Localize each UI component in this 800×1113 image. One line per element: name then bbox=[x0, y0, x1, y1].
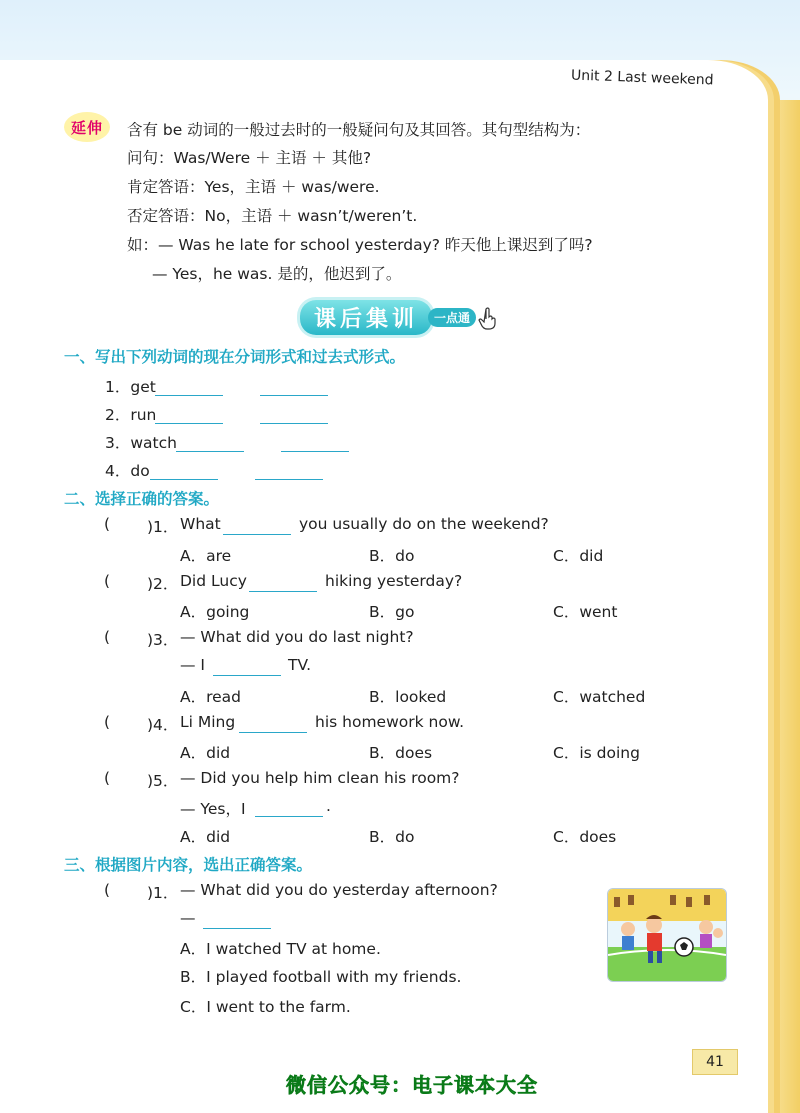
s2-q5-pre: — Yes，I bbox=[180, 800, 246, 818]
example-question: 如：— Was he late for school yesterday? 昨天他上课迟到了吗? bbox=[127, 236, 593, 254]
s2-q3-option-b: B．looked bbox=[369, 688, 447, 706]
footer-watermark: 微信公众号：电子课本大全 bbox=[286, 1073, 538, 1097]
s1-item-1-blank-a[interactable] bbox=[155, 381, 223, 396]
s3-q1-paren[interactable]: ( bbox=[104, 881, 111, 899]
s2-q5-option-a: A．did bbox=[180, 828, 231, 846]
s2-q5-option-b: B．do bbox=[369, 828, 415, 846]
s3-q1-blank[interactable] bbox=[203, 914, 271, 929]
s2-q5-option-c: C．does bbox=[553, 828, 617, 846]
section2-heading: 二、选择正确的答案。 bbox=[64, 490, 220, 508]
s2-q2-option-b: B．go bbox=[369, 603, 415, 621]
pointing-hand-icon bbox=[478, 306, 500, 330]
s2-q2-number: )2． bbox=[147, 575, 179, 593]
practice-banner bbox=[300, 300, 500, 335]
s2-q2-post: hiking yesterday? bbox=[325, 572, 463, 590]
s1-item-4-blank-a[interactable] bbox=[150, 465, 218, 480]
s2-q1-option-b: B．do bbox=[369, 547, 415, 565]
s2-q4-option-b: B．does bbox=[369, 744, 433, 762]
s2-q3-paren[interactable]: ( bbox=[104, 628, 111, 646]
s3-q1-option-a: A．I watched TV at home. bbox=[180, 940, 381, 958]
s1-item-3-label: 3．watch bbox=[105, 434, 177, 452]
s2-q1-option-c: C．did bbox=[553, 547, 604, 565]
s2-q2-paren[interactable]: ( bbox=[104, 572, 111, 590]
page-number: 41 bbox=[692, 1049, 738, 1075]
s2-q1-paren[interactable]: ( bbox=[104, 515, 111, 533]
s2-q3-line1: — What did you do last night? bbox=[180, 628, 414, 646]
s1-item-3-blank-b[interactable] bbox=[281, 437, 349, 452]
s2-q3-pre: — I bbox=[180, 656, 205, 674]
s2-q3-blank[interactable] bbox=[213, 661, 281, 676]
s1-item-2-blank-a[interactable] bbox=[155, 409, 223, 424]
extension-tag: 延伸 bbox=[64, 112, 110, 142]
s2-q4-paren[interactable]: ( bbox=[104, 713, 111, 731]
s1-item-4-blank-b[interactable] bbox=[255, 465, 323, 480]
extension-intro: 含有 be 动词的一般过去时的一般疑问句及其回答。其句型结构为： bbox=[127, 121, 591, 139]
banner-subtitle: 一点通 bbox=[428, 308, 476, 327]
s2-q3-number: )3． bbox=[147, 631, 179, 649]
s1-item-4-label: 4．do bbox=[105, 462, 150, 480]
s2-q5-line1: — Did you help him clean his room? bbox=[180, 769, 460, 787]
s1-item-4 bbox=[105, 459, 150, 481]
section1-heading: 一、写出下列动词的现在分词形式和过去式形式。 bbox=[64, 348, 406, 366]
s1-item-1-blank-b[interactable] bbox=[260, 381, 328, 396]
s2-q2-option-a: A．going bbox=[180, 603, 250, 621]
s2-q1-pre: What bbox=[180, 515, 221, 533]
s2-q3-option-c: C．watched bbox=[553, 688, 646, 706]
banner-title: 课后集训 bbox=[300, 300, 432, 335]
s2-q5-blank[interactable] bbox=[255, 802, 323, 817]
s1-item-1 bbox=[105, 375, 156, 397]
negative-pattern: 否定答语：No，主语 ＋ wasn’t/weren’t. bbox=[127, 207, 418, 225]
question-pattern: 问句：Was/Were ＋ 主语 ＋ 其他? bbox=[127, 149, 372, 167]
s2-q4-post: his homework now. bbox=[315, 713, 464, 731]
s1-item-1-label: 1．get bbox=[105, 378, 156, 396]
section3-heading: 三、根据图片内容，选出正确答案。 bbox=[64, 856, 313, 874]
s1-item-2 bbox=[105, 403, 156, 425]
s2-q3-post: TV. bbox=[288, 656, 312, 674]
s2-q2-option-c: C．went bbox=[553, 603, 618, 621]
s2-q5-post: . bbox=[326, 797, 331, 815]
s2-q1-blank[interactable] bbox=[223, 520, 291, 535]
s3-q1-dash: — bbox=[180, 909, 196, 927]
football-illustration bbox=[607, 888, 727, 982]
example-answer: — Yes，he was. 是的，他迟到了。 bbox=[152, 265, 402, 283]
s2-q1-option-a: A．are bbox=[180, 547, 232, 565]
s3-q1-number: )1． bbox=[147, 884, 179, 902]
s3-q1-option-b: B．I played football with my friends. bbox=[180, 968, 462, 986]
s2-q5-number: )5． bbox=[147, 772, 179, 790]
s2-q3-option-a: A．read bbox=[180, 688, 242, 706]
s1-item-2-blank-b[interactable] bbox=[260, 409, 328, 424]
s1-item-3 bbox=[105, 431, 177, 453]
s2-q2-blank[interactable] bbox=[249, 577, 317, 592]
s2-q5-paren[interactable]: ( bbox=[104, 769, 111, 787]
positive-pattern: 肯定答语：Yes，主语 ＋ was/were. bbox=[127, 178, 380, 196]
s3-q1-option-c: C．I went to the farm. bbox=[180, 998, 351, 1016]
s2-q1-post: you usually do on the weekend? bbox=[299, 515, 549, 533]
s2-q1-number: )1． bbox=[147, 518, 179, 536]
s2-q2-pre: Did Lucy bbox=[180, 572, 247, 590]
s2-q4-option-a: A．did bbox=[180, 744, 231, 762]
unit-header: Unit 2 Last weekend bbox=[571, 67, 715, 89]
page-edge-stripe bbox=[770, 100, 800, 1113]
s2-q4-pre: Li Ming bbox=[180, 713, 236, 731]
s2-q4-option-c: C．is doing bbox=[553, 744, 640, 762]
s3-q1-line1: — What did you do yesterday afternoon? bbox=[180, 881, 498, 899]
s2-q4-number: )4． bbox=[147, 716, 179, 734]
s1-item-2-label: 2．run bbox=[105, 406, 157, 424]
s1-item-3-blank-a[interactable] bbox=[176, 437, 244, 452]
s2-q4-blank[interactable] bbox=[239, 718, 307, 733]
